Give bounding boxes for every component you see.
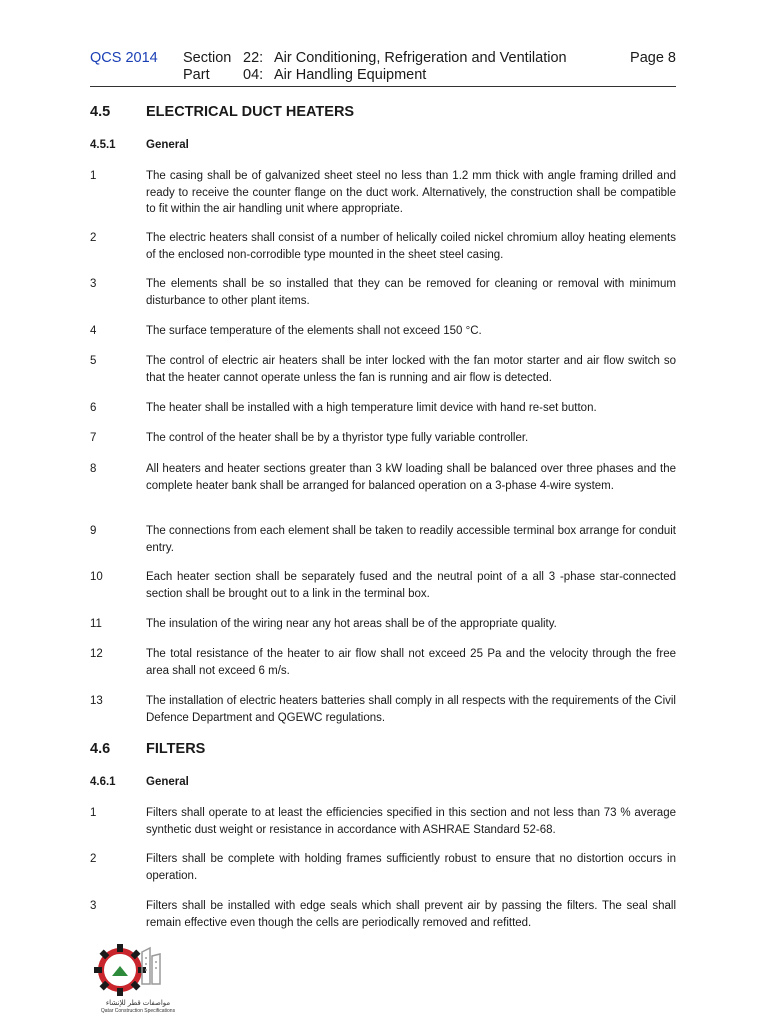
logo-caption-arabic: مواصفات قطر للإنشاء (105, 1000, 171, 1007)
item-text: The insulation of the wiring near any hot areas shall be of the appropriate quality. (146, 618, 557, 630)
subsection-number: 4.5.1 (90, 139, 116, 151)
document-code: QCS 2014 (90, 50, 158, 66)
subsection-number: 4.6.1 (90, 776, 116, 788)
page-header (90, 50, 676, 87)
item-text: The control of electric air heaters shall be inter locked with the fan motor starter and air flow switch so that the heater cannot operate unless the fan is running and air flow is detected. (146, 355, 676, 384)
item-text: The casing shall be of galvanized sheet steel no less than 1.2 mm thick with angle framing drilled and ready to receive the counter flange on the duct work. Alternatively, the construction shall be compatible to fit within the air handling unit where appropriate. (146, 170, 676, 215)
item-number: 13 (90, 695, 103, 707)
section-heading-number: 4.5 (90, 104, 111, 120)
section-heading-title: FILTERS (146, 741, 206, 757)
item-text: The surface temperature of the elements shall not exceed 150 °C. (146, 325, 482, 337)
item-text: The connections from each element shall be taken to readily accessible terminal box arrange for conduit entry. (146, 525, 676, 554)
item-text: The total resistance of the heater to air flow shall not exceed 25 Pa and the velocity through the free area shall not exceed 6 m/s. (146, 648, 676, 677)
section-heading-number: 4.6 (90, 741, 111, 757)
item-text: Filters shall be installed with edge seals which shall prevent air by passing the filters. The seal shall remain effective even though the cells are periodically removed and refitted. (146, 900, 676, 929)
item-number: 2 (90, 853, 97, 865)
section-label: Section (183, 50, 232, 66)
item-text: The installation of electric heaters batteries shall comply in all respects with the requirements of the Civil Defence Department and QGEWC regulations. (146, 695, 676, 724)
item-text: The electric heaters shall consist of a number of helically coiled nickel chromium alloy heating elements of the enclosed non-corrodible type mounted in the sheet steel casing. (146, 232, 676, 261)
item-number: 1 (90, 170, 97, 182)
item-text: Each heater section shall be separately fused and the neutral point of a all 3 -phase star-connected section shall be brought out to a link in the terminal box. (146, 571, 676, 600)
item-number: 8 (90, 463, 97, 475)
section-number: 22: (243, 50, 264, 66)
logo-caption (90, 1000, 186, 1014)
item-number: 1 (90, 807, 97, 819)
item-text: All heaters and heater sections greater than 3 kW loading shall be balanced over three phases and the complete heater bank shall be arranged for balanced operation on a 3-phase 4-wire system. (146, 463, 676, 492)
item-number: 3 (90, 900, 97, 912)
item-number: 6 (90, 402, 97, 414)
page-number: Page 8 (630, 50, 676, 66)
item-number: 5 (90, 355, 97, 367)
item-number: 10 (90, 571, 103, 583)
item-number: 3 (90, 278, 97, 290)
item-number: 7 (90, 432, 97, 444)
item-number: 9 (90, 525, 97, 537)
part-label: Part (183, 67, 210, 83)
item-number: 2 (90, 232, 97, 244)
item-text: The heater shall be installed with a high temperature limit device with hand re-set button. (146, 402, 597, 414)
subsection-title: General (146, 776, 189, 788)
item-number: 11 (90, 618, 102, 630)
item-text: Filters shall be complete with holding frames sufficiently robust to ensure that no distortion occurs in operation. (146, 853, 676, 882)
section-title: Air Conditioning, Refrigeration and Ventilation (274, 50, 567, 66)
section-heading-title: ELECTRICAL DUCT HEATERS (146, 104, 355, 120)
subsection-title: General (146, 139, 189, 151)
part-title: Air Handling Equipment (274, 67, 427, 83)
item-number: 12 (90, 648, 103, 660)
item-number: 4 (90, 325, 97, 337)
part-number: 04: (243, 67, 264, 83)
item-text: Filters shall operate to at least the efficiencies specified in this section and not less than 73 % average synthetic dust weight or resistance in accordance with ASHRAE Standard 52-68. (146, 807, 676, 836)
item-text: The elements shall be so installed that they can be removed for cleaning or removal with minimum disturbance to other plant items. (146, 278, 676, 307)
item-text: The control of the heater shall be by a thyristor type fully variable controller. (146, 432, 529, 444)
logo-caption-english: Qatar Construction Specifications (100, 1008, 176, 1014)
